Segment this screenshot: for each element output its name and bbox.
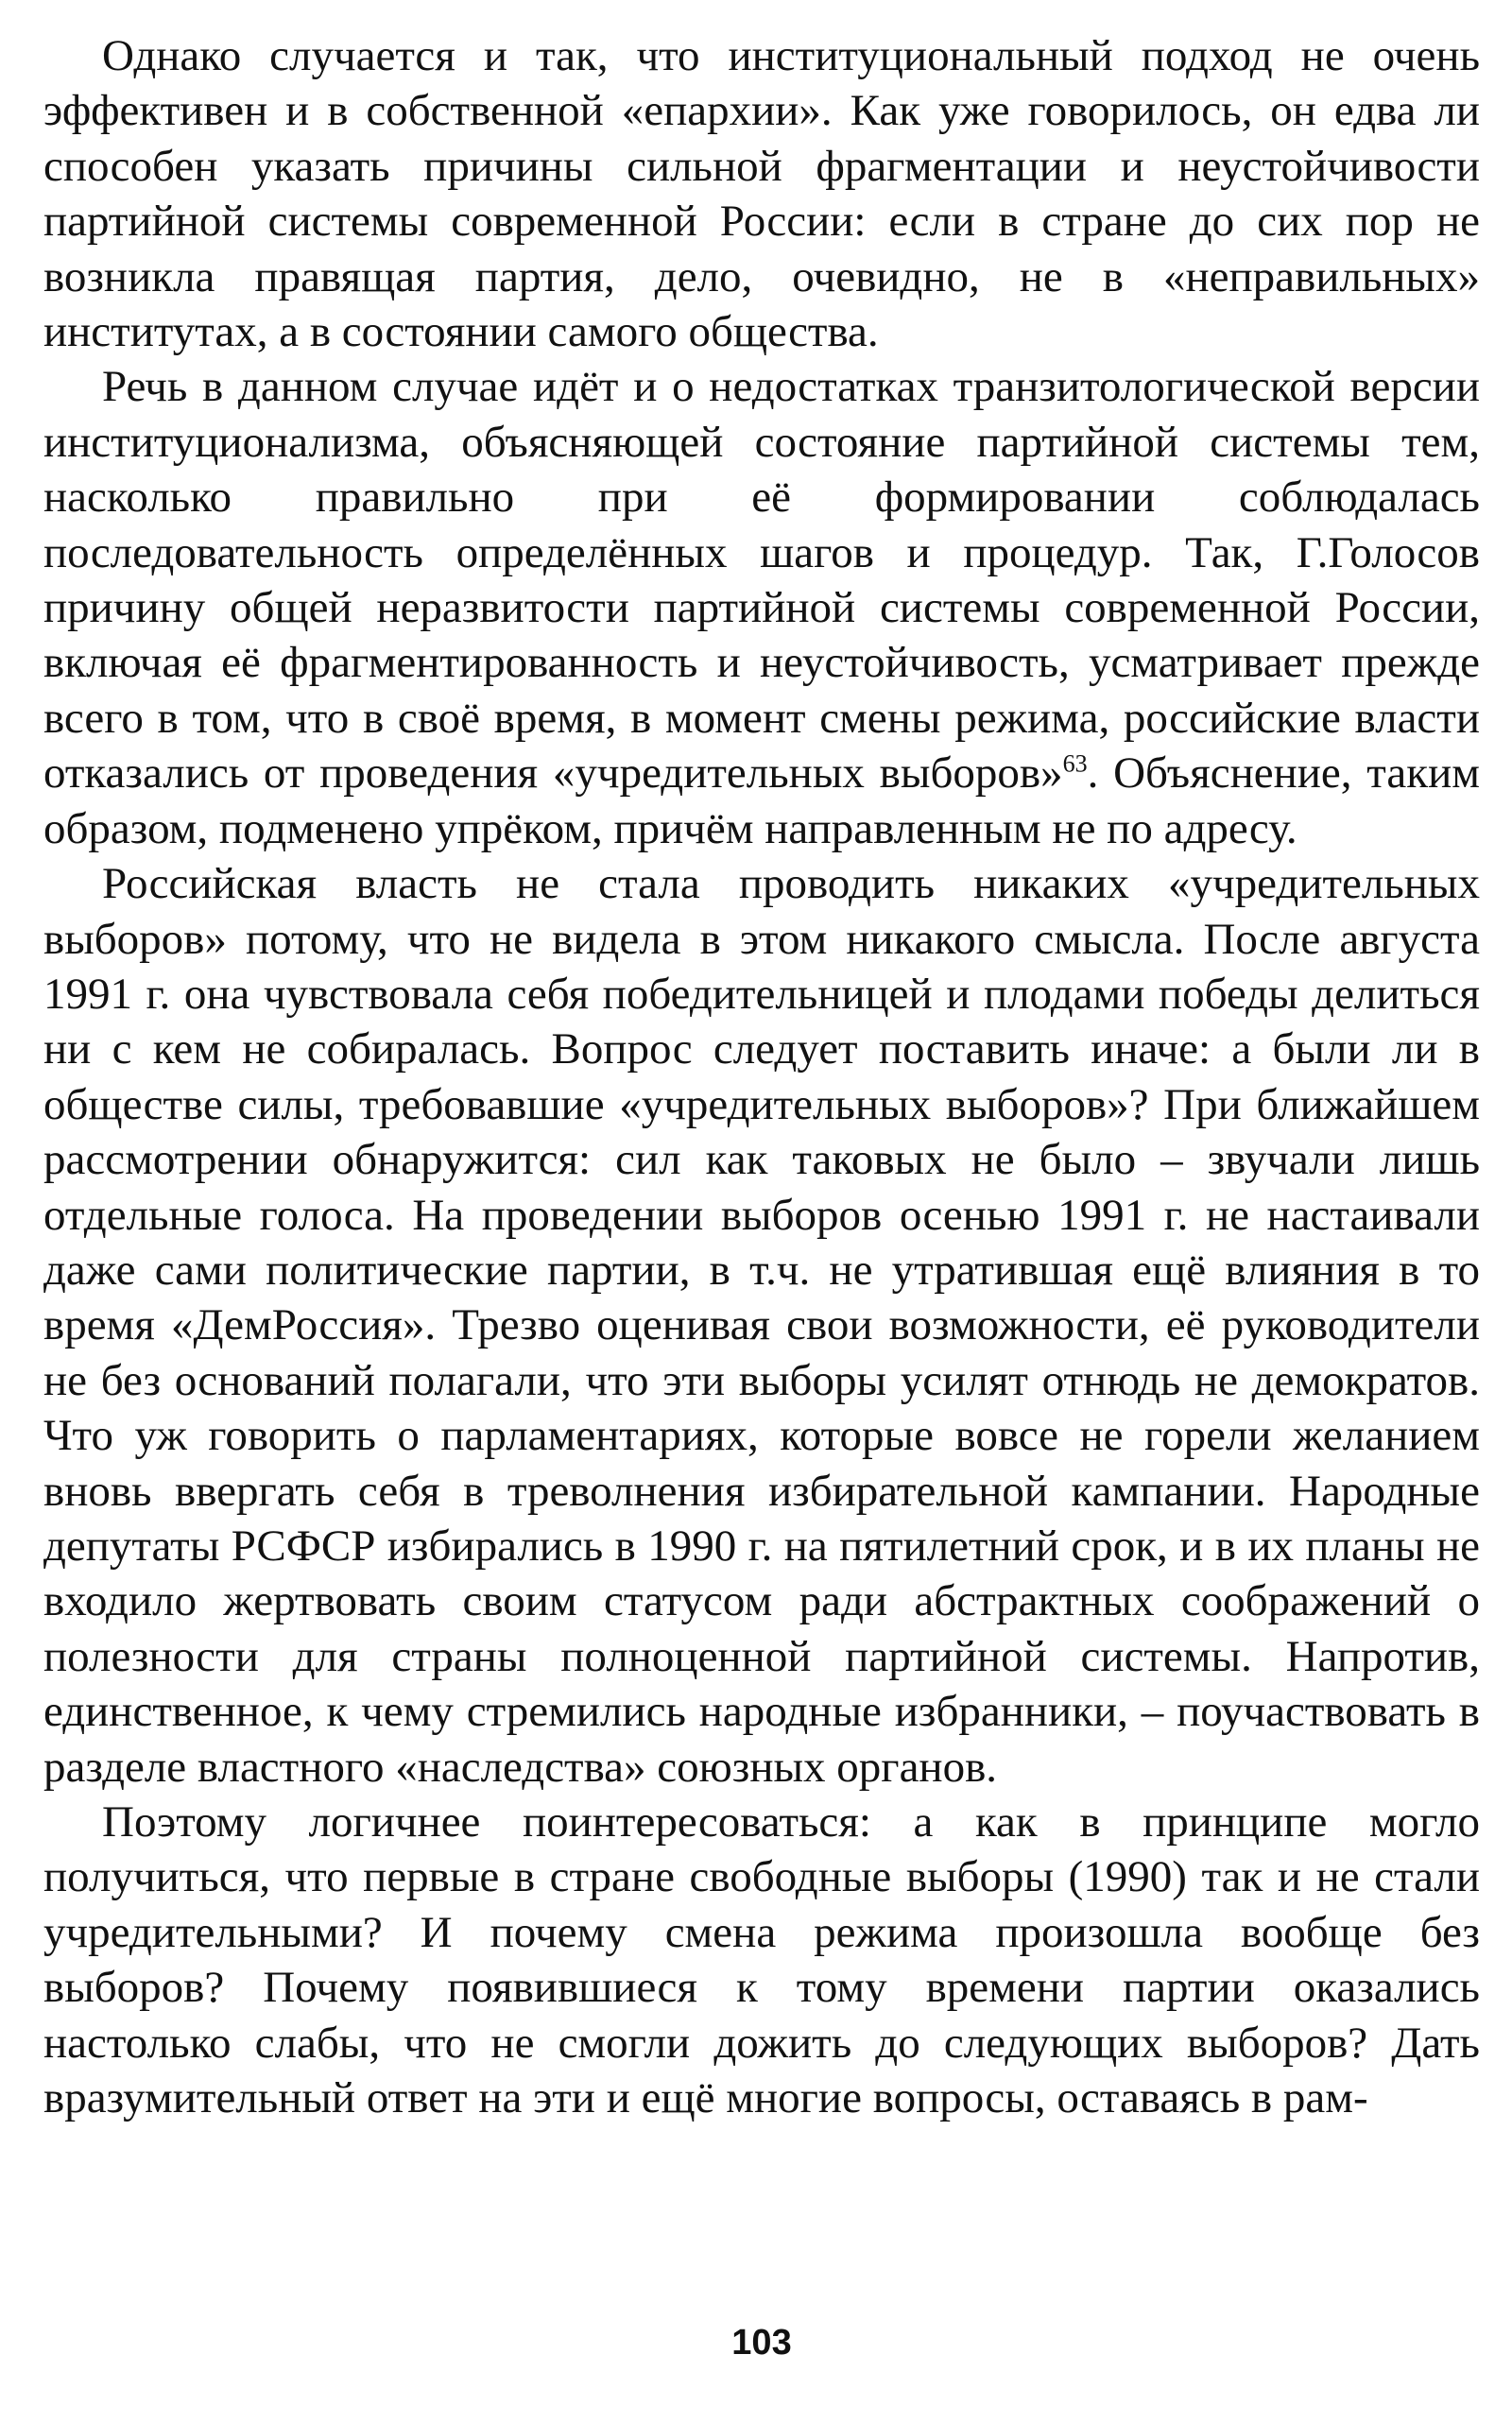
page-number: 103 bbox=[731, 2323, 792, 2363]
paragraph-2-text-b: . Объяснение, таким образом, подменено упрёком, причём направленным не по адресу. bbox=[43, 748, 1480, 853]
paragraph-4: Поэтому логичнее поинтересоваться: а как в принципе могло получиться, что первые в стране свободные выборы (1990) так и не стали учредительными? И почему смена режима произошла вообще без выборов? Почему появившиеся к тому времени партии оказались настолько слабы, что не смогли дожить до следующих выборов? Дать вразумительный ответ на эти и ещё многие вопросы, оставаясь в рам- bbox=[43, 1797, 1480, 2123]
paragraph-2 bbox=[43, 359, 1480, 856]
paragraph-3: Российская власть не стала проводить никаких «учредительных выборов» потому, что не видела в этом никакого смысла. После августа 1991 г. она чувствовала себя победительницей и плодами победы делиться ни с кем не собиралась. Вопрос следует поставить иначе: а были ли в обществе силы, требовавшие «учредительных выборов»? При ближайшем рассмотрении обнаружится: сил как таковых не было – звучали лишь отдельные голоса. На проведении выборов осенью 1991 г. не настаивали даже сами политические партии, в т.ч. не утратившая ещё влияния в то время «ДемРоссия». Трезво оценивая свои возможности, её руководители не без оснований полагали, что эти выборы усилят отнюдь не демократов. Что уж говорить о парламентариях, которые вовсе не горели желанием вновь ввергать себя в треволнения избирательной кампании. Народные депутаты РСФСР избирались в 1990 г. на пятилетний срок, и в их планы не входило жертвовать своим статусом ради абстрактных соображений о полезности для страны полноценной партийной системы. Напротив, единственное, к чему стремились народные избранники, – поучаствовать в разделе властного «наследства» союзных органов. bbox=[43, 859, 1480, 1792]
document-page bbox=[43, 28, 1480, 2381]
paragraph-2-text-a: Речь в данном случае идёт и о недостатках транзитологической версии институционализма, объясняющей состояние партийной системы тем, насколько правильно при её формировании соблюдалась последовательность определённых шагов и процедур. Так, Г.Голосов причину общей неразвитости партийной системы современной России, включая её фрагментированность и неустойчивость, усматривает прежде всего в том, что в своё время, в момент смены режима, российские власти отказались от проведения «учредительных выборов» bbox=[43, 362, 1480, 799]
footnote-mark[interactable]: 63 bbox=[1062, 749, 1088, 778]
paragraph-1: Однако случается и так, что институциональный подход не очень эффективен и в собственной «епархии». Как уже говорилось, он едва ли способен указать причины сильной фрагментации и неустойчивости партийной системы современной России: если в стране до сих пор не возникла правящая партия, дело, очевидно, не в «неправильных» институтах, а в состоянии самого общества. bbox=[43, 31, 1480, 357]
body-text bbox=[43, 28, 1480, 2125]
